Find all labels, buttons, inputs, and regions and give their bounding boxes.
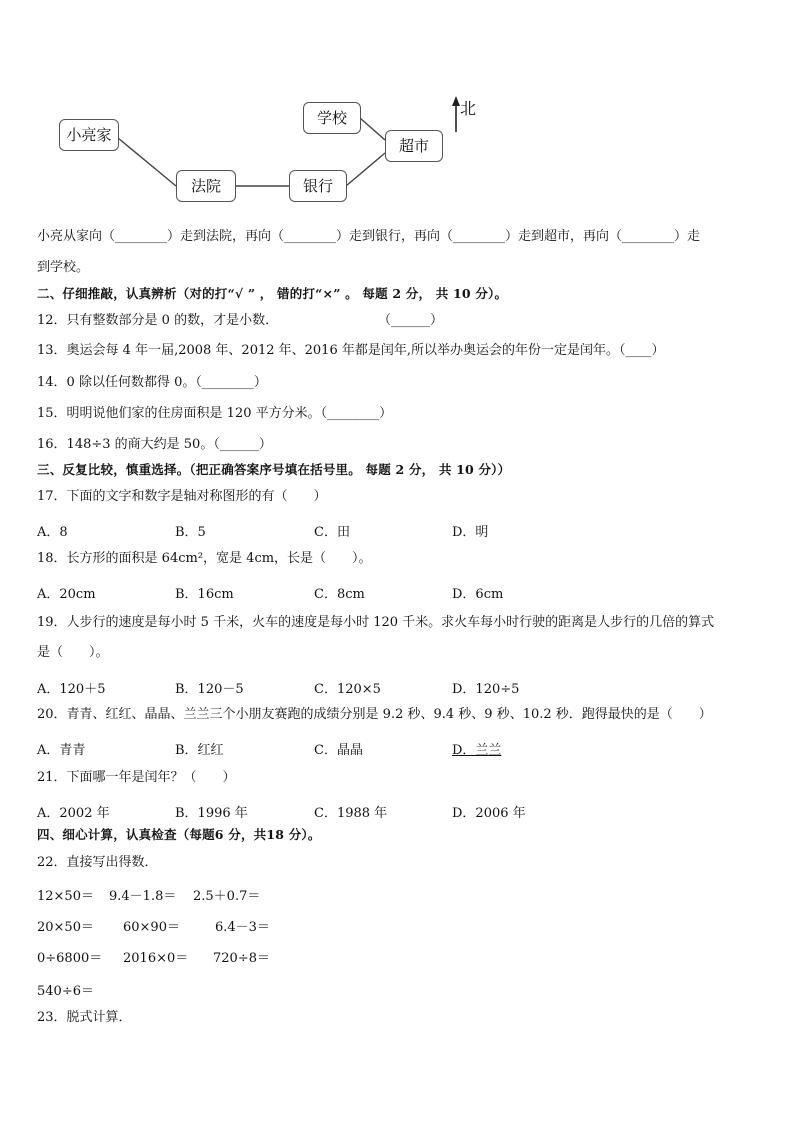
route-line-bank-market: [346, 153, 385, 186]
q21-option-b: B．1996 年: [175, 806, 248, 821]
route-line-home-court: [118, 138, 176, 186]
q18-option-a: A．20cm: [37, 587, 96, 602]
q19-line-1: 19．人步行的速度是每小时 5 千米，火车的速度是每小时 120 千米。求火车每小时行驶的距离是人步行的几倍的算式: [37, 615, 715, 630]
q12-answer-blank: （______）: [378, 313, 444, 328]
calc-item: 6.4－3＝: [215, 920, 270, 935]
q21-text: 21．下面哪一年是闰年？（ ）: [37, 770, 236, 785]
q20-option-b: B．红红: [175, 743, 224, 758]
q20-text: 20．青青、红红、晶晶、兰兰三个小朋友赛跑的成绩分别是 9.2 秒、9.4 秒、9 秒、10.2 秒．跑得最快的是（ ）: [37, 707, 712, 722]
q13-text: 13．奥运会每 4 年一届,2008 年、2012 年、2016 年都是闰年,所以举办奥运会的年份一定是闰年。（____）: [37, 343, 665, 358]
node-bank: 银行: [289, 170, 347, 202]
calc-item: 60×90＝: [123, 920, 180, 935]
section3-heading: 三、反复比较，慎重选择。（把正确答案序号填在括号里。 每题 2 分， 共 10 分））: [37, 462, 511, 477]
q18-option-d: D．6cm: [452, 587, 504, 602]
q23-text: 23．脱式计算．: [37, 1010, 132, 1025]
q19-option-c: C．120×5: [314, 682, 381, 697]
calc-item: 2016×0＝: [123, 951, 189, 966]
q11-line-2: 到学校。: [37, 260, 90, 275]
q17-option-c: C．田: [314, 525, 350, 540]
north-label: 北: [460, 99, 477, 118]
calc-item: 20×50＝: [37, 920, 94, 935]
calc-item: 720÷8＝: [213, 951, 270, 966]
calc-item: 9.4－1.8＝: [109, 889, 177, 904]
q11-line-1: 小亮从家向（________）走到法院，再向（________）走到银行，再向（________）走到超市，再向（________）走: [37, 229, 701, 244]
q12-text: 12．只有整数部分是 0 的数，才是小数．: [37, 313, 279, 328]
node-market: 超市: [385, 130, 443, 162]
q15-text: 15．明明说他们家的住房面积是 120 平方分米。（________）: [37, 406, 393, 421]
q17-option-b: B．5: [175, 525, 206, 540]
q17-option-a: A．8: [37, 525, 68, 540]
q17-text: 17．下面的文字和数字是轴对称图形的有（ ）: [37, 489, 327, 504]
q18-option-c: C．8cm: [314, 587, 365, 602]
q20-option-d: D．兰兰: [452, 743, 502, 758]
route-diagram-lines: [0, 0, 794, 230]
q18-option-b: B．16cm: [175, 587, 234, 602]
q19-option-d: D．120÷5: [452, 682, 520, 697]
node-court: 法院: [176, 170, 236, 202]
node-school: 学校: [303, 102, 361, 134]
q20-option-c: C．晶晶: [314, 743, 363, 758]
q21-option-a: A．2002 年: [37, 806, 110, 821]
q21-option-d: D．2006 年: [452, 806, 526, 821]
north-arrow-head: [452, 96, 460, 106]
q21-option-c: C．1988 年: [314, 806, 388, 821]
q18-text: 18．长方形的面积是 64cm²，宽是 4cm，长是（ ）。: [37, 551, 372, 566]
route-line-school-market: [360, 118, 385, 140]
q22-text: 22．直接写出得数．: [37, 855, 158, 870]
q19-option-a: A．120＋5: [37, 682, 106, 697]
q17-option-d: D．明: [452, 525, 489, 540]
calc-item: 540÷6＝: [37, 984, 94, 999]
calc-item: 0÷6800＝: [37, 951, 103, 966]
calc-item: 2.5＋0.7＝: [193, 889, 261, 904]
node-home: 小亮家: [59, 119, 119, 151]
q16-text: 16．148÷3 的商大约是 50。（______）: [37, 437, 272, 452]
section2-heading: 二、仔细推敲，认真辨析（对的打“√ ” ， 错的打“×” 。 每题 2 分， 共 10 分）。: [37, 286, 508, 301]
q20-option-a: A．青青: [37, 743, 86, 758]
calc-item: 12×50＝: [37, 889, 94, 904]
section4-heading: 四、细心计算，认真检查（每题6 分，共18 分）。: [37, 827, 321, 842]
q14-text: 14．0 除以任何数都得 0。（________）: [37, 375, 267, 390]
q19-option-b: B．120－5: [175, 682, 244, 697]
q19-line-2: 是（ ）。: [37, 645, 109, 660]
